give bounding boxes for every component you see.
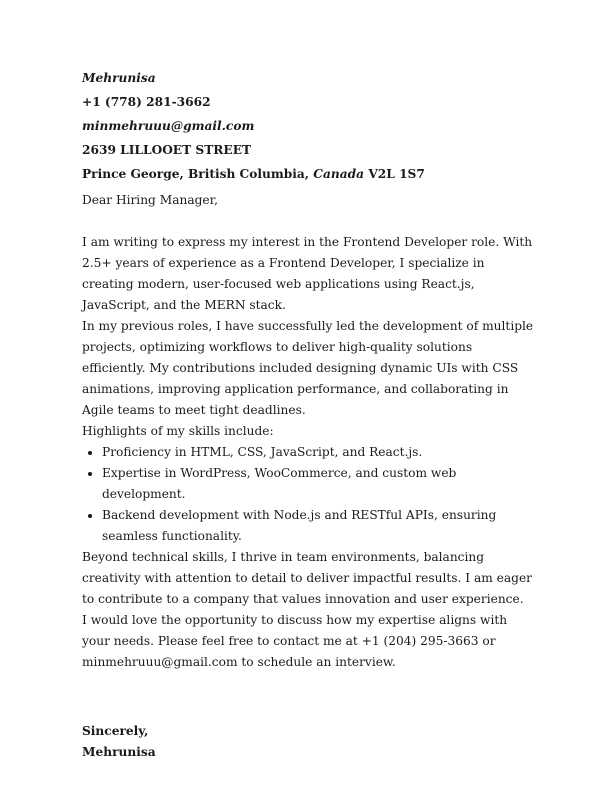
- sender-city-line: [82, 162, 534, 186]
- paragraph-contact: I would love the opportunity to discuss how my expertise aligns with your needs. Please feel free to contact me at +1 (204) 295-3663 or minmehruuu@gmail.com to schedule an interview.: [82, 613, 508, 669]
- paragraph-intro: I am writing to express my interest in the Frontend Developer role. With 2.5+ years of experience as a Frontend Developer, I specialize in creating modern, user-focused web applications using React.js, JavaScript, and the MERN stack.: [82, 235, 533, 312]
- skill-item: • Proficiency in HTML, CSS, JavaScript, and React.js.: [102, 442, 534, 463]
- paragraph-team: Beyond technical skills, I thrive in team environments, balancing creativity with attention to detail to deliver impactful results. I am eager to contribute to a company that values innovation and user experience.: [82, 550, 532, 606]
- sender-phone: +1 (778) 281-3662: [82, 95, 211, 109]
- skills-list: [82, 442, 534, 547]
- sender-postal: V2L 1S7: [364, 167, 425, 181]
- sender-name: Mehrunisa: [82, 71, 156, 85]
- closing-phrase: Sincerely,: [82, 724, 149, 738]
- sender-block: [82, 66, 534, 186]
- letter-body: [82, 232, 534, 673]
- greeting: Dear Hiring Manager,: [82, 193, 218, 207]
- signature-name: Mehrunisa: [82, 745, 156, 759]
- sender-city: Prince George, British Columbia,: [82, 167, 314, 181]
- skill-item: • Backend development with Node.js and RESTful APIs, ensuring seamless functionality.: [102, 505, 534, 547]
- sender-country: Canada: [313, 167, 365, 181]
- paragraph-experience: In my previous roles, I have successfully led the development of multiple projects, optimizing workflows to deliver high-quality solutions efficiently. My contributions included designing dynamic UIs with CSS animations, improving application performance, and collaborating in Agile teams to meet tight deadlines.: [82, 319, 534, 417]
- skill-item: • Expertise in WordPress, WooCommerce, and custom web development.: [102, 463, 534, 505]
- skills-intro: Highlights of my skills include:: [82, 424, 274, 438]
- cover-letter-page: [82, 66, 534, 763]
- closing-block: [82, 721, 534, 763]
- sender-email: minmehruuu@gmail.com: [82, 119, 255, 133]
- sender-street: 2639 LILLOOET STREET: [82, 143, 252, 157]
